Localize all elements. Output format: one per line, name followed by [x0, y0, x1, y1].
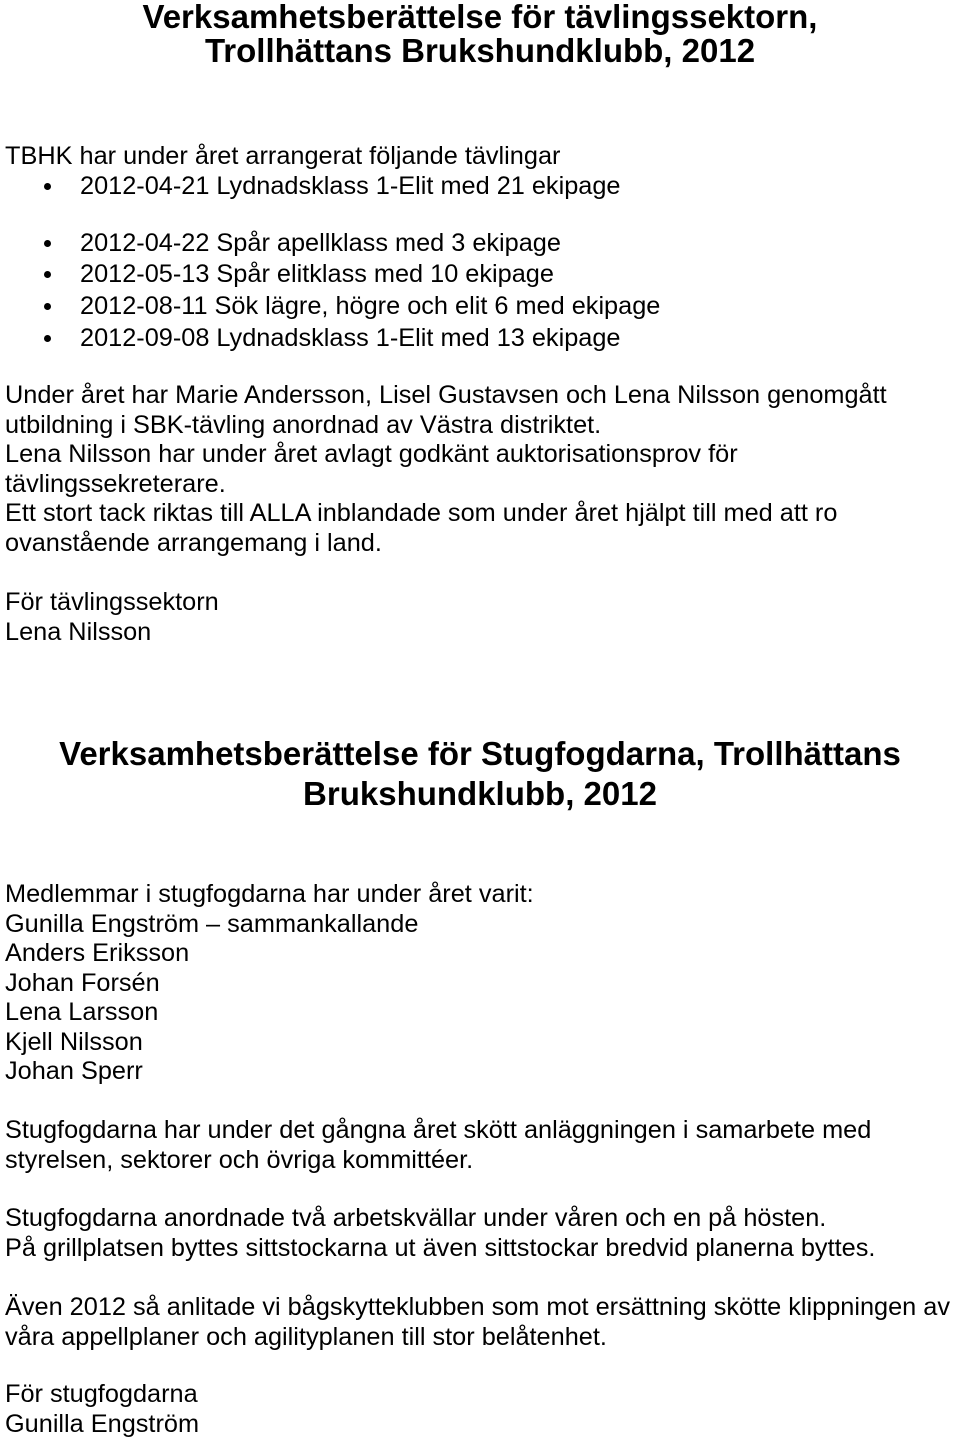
- competitions-intro: [5, 142, 560, 172]
- paragraph-line: utbildning i SBK-tävling anordnad av Västra distriktet.: [5, 410, 602, 439]
- bullet-icon: [44, 335, 51, 342]
- signature-name: Gunilla Engström: [5, 1409, 200, 1438]
- member-item: Johan Forsén: [5, 968, 160, 997]
- competition-signature: [5, 588, 219, 647]
- signature-role: För tävlingssektorn: [5, 588, 219, 616]
- paragraph-line: På grillplatsen byttes sittstockarna ut även sittstockar bredvid planerna byttes.: [5, 1233, 876, 1262]
- competition-list-item: [80, 260, 554, 290]
- competition-report-title: [0, 0, 960, 68]
- caretakers-signature: [5, 1380, 199, 1439]
- paragraph-line: Lena Nilsson har under året avlagt godkänt auktorisationsprov för: [5, 440, 738, 468]
- title-line: Verksamhetsberättelse för Stugfogdarna, Trollhättans: [59, 735, 901, 772]
- member-item: Lena Larsson: [5, 998, 159, 1026]
- title-line: Trollhättans Brukshundklubb, 2012: [204, 32, 756, 69]
- intro-line: TBHK har under året arrangerat följande tävlingar: [5, 142, 561, 170]
- competition-text: 2012-04-22 Spår apellklass med 3 ekipage: [80, 229, 561, 257]
- members-list: [5, 880, 534, 1087]
- member-item: Johan Sperr: [5, 1057, 143, 1085]
- competition-text: 2012-05-13 Spår elitklass med 10 ekipage: [80, 260, 554, 288]
- paragraph-line: Stugfogdarna har under det gångna året skött anläggningen i samarbete med: [5, 1116, 872, 1144]
- member-item: Kjell Nilsson: [5, 1027, 143, 1056]
- paragraph-line: Även 2012 så anlitade vi bågskytteklubben som mot ersättning skötte klippningen av: [5, 1293, 950, 1321]
- paragraph-line: Under året har Marie Andersson, Lisel Gustavsen och Lena Nilsson genomgått: [5, 381, 887, 409]
- paragraph-line: styrelsen, sektorer och övriga kommittéer.: [5, 1145, 474, 1174]
- member-item: Gunilla Engström – sammankallande: [5, 909, 419, 938]
- bullet-icon: [44, 303, 51, 310]
- members-intro: Medlemmar i stugfogdarna har under året varit:: [5, 880, 534, 908]
- competition-list-item: [80, 324, 620, 354]
- signature-role: För stugfogdarna: [5, 1380, 198, 1408]
- bullet-icon: [44, 271, 51, 278]
- caretakers-report-title: [0, 734, 960, 814]
- competition-text: 2012-04-21 Lydnadsklass 1-Elit med 21 ekipage: [80, 172, 621, 200]
- competition-text: 2012-09-08 Lydnadsklass 1-Elit med 13 ekipage: [80, 324, 621, 352]
- signature-name: Lena Nilsson: [5, 617, 152, 646]
- competition-list-item: [80, 229, 561, 259]
- competition-text: 2012-08-11 Sök lägre, högre och elit 6 med ekipage: [80, 292, 661, 320]
- title-line: Verksamhetsberättelse för tävlingssektorn,: [142, 0, 818, 35]
- paragraph-line: ovanstående arrangemang i land.: [5, 528, 382, 557]
- paragraph-line: Ett stort tack riktas till ALLA inblandade som under året hjälpt till med att ro: [5, 499, 838, 527]
- paragraph-line: tävlingssekreterare.: [5, 469, 226, 498]
- competition-list-item: [80, 292, 660, 322]
- caretakers-paragraph: [5, 1293, 950, 1352]
- competition-paragraph: [5, 381, 887, 558]
- caretakers-paragraph: [5, 1204, 875, 1263]
- bullet-icon: [44, 183, 51, 190]
- paragraph-line: Stugfogdarna anordnade två arbetskvällar under våren och en på hösten.: [5, 1204, 827, 1232]
- paragraph-line: våra appellplaner och agilityplanen till stor belåtenhet.: [5, 1322, 607, 1351]
- bullet-icon: [44, 240, 51, 247]
- member-item: Anders Eriksson: [5, 939, 190, 967]
- caretakers-paragraph: [5, 1116, 871, 1175]
- title-line: Brukshundklubb, 2012: [303, 775, 657, 812]
- competition-list-item: [80, 172, 620, 202]
